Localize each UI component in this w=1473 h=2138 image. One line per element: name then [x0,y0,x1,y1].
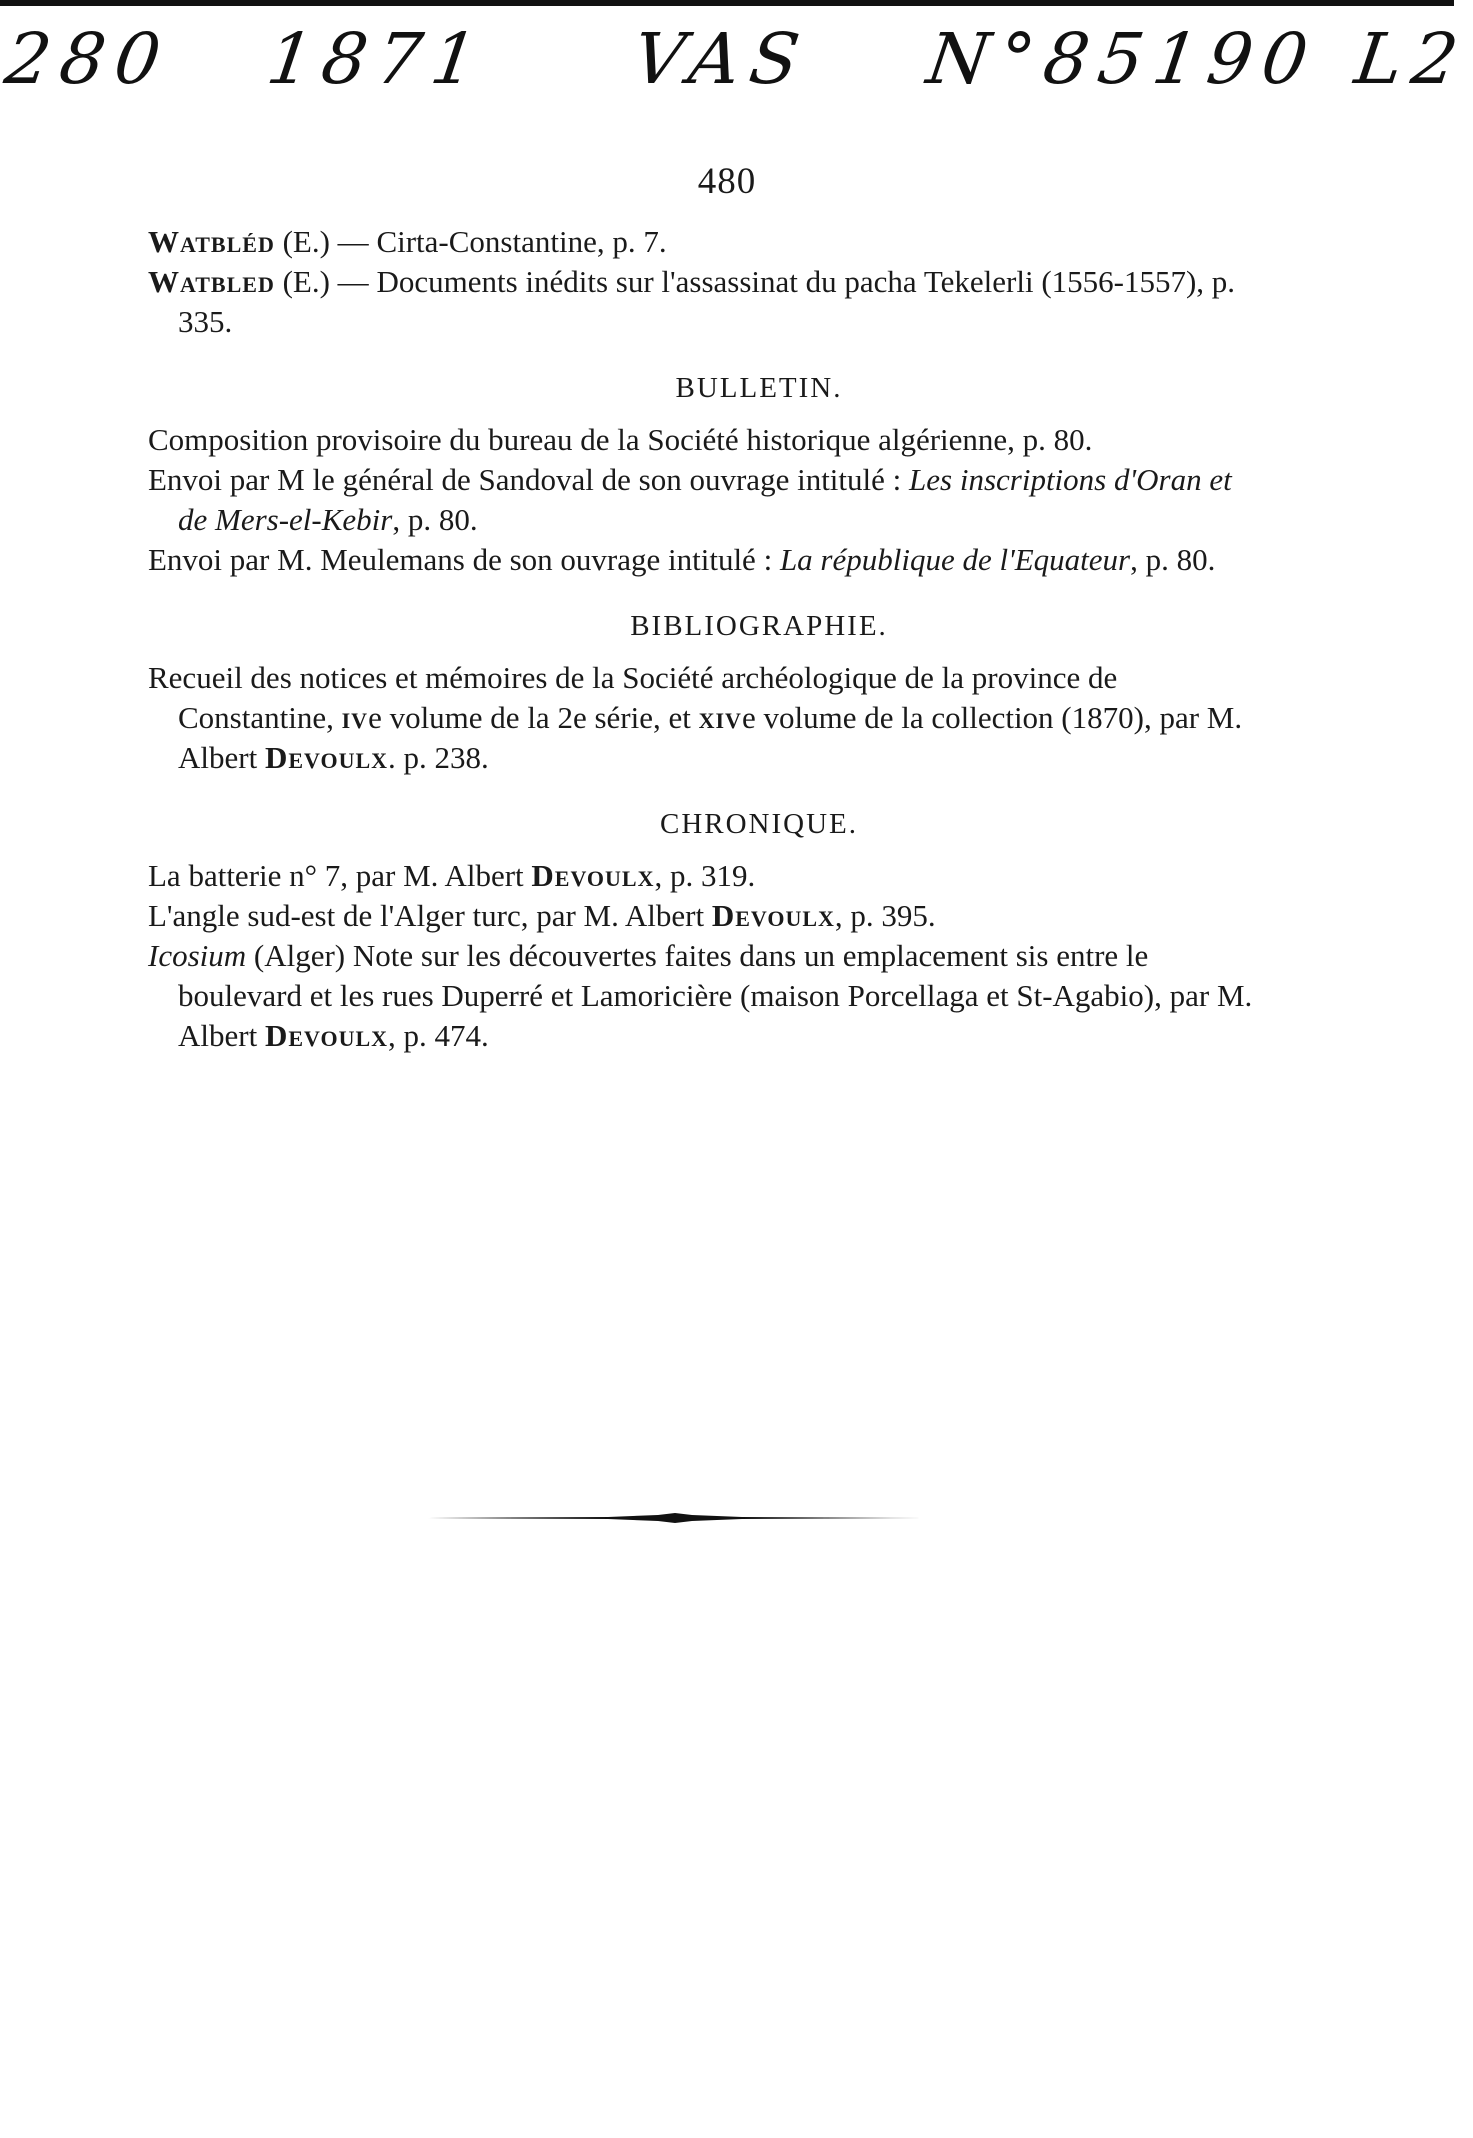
entry-volume: iv [341,700,369,735]
handwritten-mark-3: VAS [628,18,815,100]
entry-text: Composition provisoire du bureau de la Société historique algérienne, p. 80. [148,422,1093,457]
entry-text: Envoi par M le général de Sandoval de son ouvrage intitulé : [148,462,910,497]
entry-author: Devoulx [264,740,389,775]
entry-page: , p. 80. [1130,542,1216,577]
entry-page: , p. 80. [392,502,478,537]
index-content [148,222,1260,1056]
entry-text: Cirta-Constantine, p. 7. [376,224,667,259]
top-edge-rule [0,0,1454,6]
entry-author: Watbléd [148,224,275,259]
handwritten-mark-5: L2 [1350,18,1473,100]
entry-page: . p. 238. [388,740,489,775]
chronique-entry [148,896,1260,936]
section-title-bulletin: BULLETIN. [675,372,843,404]
bulletin-entry [148,460,1260,540]
handwritten-header [0,18,1473,118]
entry-author: Devoulx [711,898,835,933]
entry-text: Documents inédits sur l'assassinat du pacha Tekelerli (1556-1557), p. 335. [178,264,1236,339]
bulletin-entry [148,420,1260,460]
entry-title-italic: La république de l'Equateur [779,542,1131,577]
entry-text-part: e volume de la collection (1870), par M. Albert [178,700,1243,775]
entry-title-italic: Les inscriptions d'Oran et de Mers-el-Kebir [178,462,1232,537]
index-entry [148,222,1260,262]
entry-author: Watbled [148,264,275,299]
chronique-entry [148,936,1260,1056]
entry-author-initial: (E.) — [274,224,377,259]
section-title-bibliographie: BIBLIOGRAPHIE. [630,610,888,642]
entry-text: La batterie n° 7, par M. Albert [148,858,532,893]
bibliographie-entry [148,658,1260,778]
handwritten-mark-1: 280 [0,18,176,100]
entry-text: L'angle sud-est de l'Alger turc, par M. Albert [148,898,712,933]
page-number: 480 [697,161,757,202]
entry-volume: xiv [698,700,742,735]
entry-text-part: e volume de la 2 [368,700,573,735]
entry-page: , p. 319. [654,858,756,893]
entry-text-part: e série, et [572,700,699,735]
entry-text: (Alger) Note sur les découvertes faites dans un emplacement sis entre le boulevard et les rues Duperré et Lamoricière (maison Porcellaga et St-Agabio), par M. Albert [178,938,1253,1053]
closing-ornament-rule [428,1510,922,1526]
index-entry [148,262,1260,342]
chronique-entry [148,856,1260,896]
entry-page: , p. 395. [834,898,936,933]
entry-text: Envoi par M. Meulemans de son ouvrage intitulé : [148,542,780,577]
handwritten-mark-4: N°85190 [922,18,1323,100]
entry-author: Devoulx [531,858,655,893]
section-title-chronique: CHRONIQUE. [659,808,859,840]
entry-title-italic: Icosium [148,938,247,973]
entry-author: Devoulx [264,1018,389,1053]
entry-text: Recueil des notices et mémoires de la Société archéologique de la province de Constantine, [148,660,1118,735]
entry-author-initial: (E.) — [274,264,377,299]
entry-page: , p. 474. [388,1018,489,1053]
handwritten-mark-2: 1871 [262,18,492,100]
bulletin-entry [148,540,1260,580]
